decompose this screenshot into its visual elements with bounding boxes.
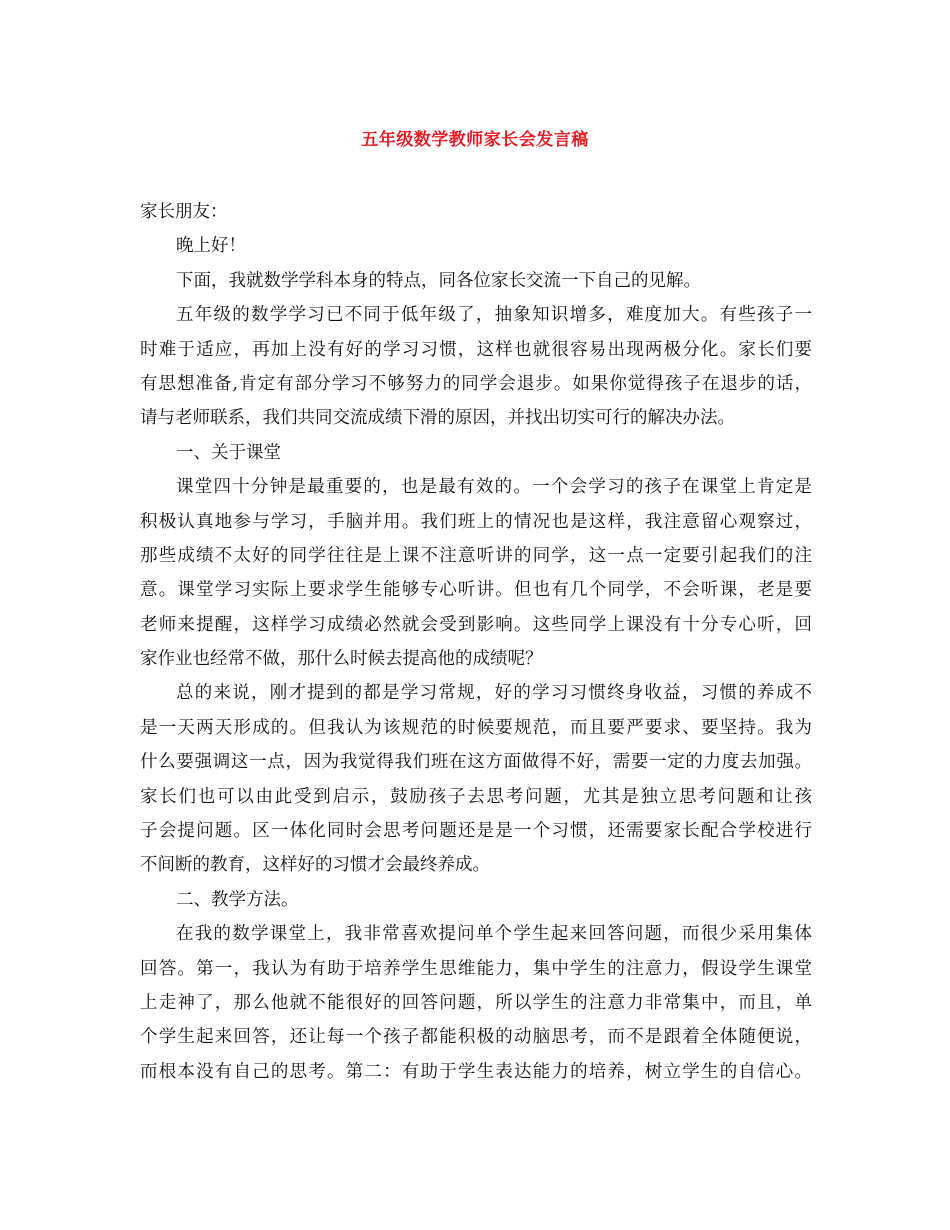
text-line: 课堂四十分钟是最重要的，也是最有效的。一个会学习的孩子在课堂上肯定是 <box>176 477 812 498</box>
text-line: 而根本没有自己的思考。第二：有助于学生表达能力的培养，树立学生的自信心。 <box>140 1061 812 1082</box>
text-line: 下面，我就数学学科本身的特点，同各位家长交流一下自己的见解。 <box>176 270 701 291</box>
text-line: 请与老师联系，我们共同交流成绩下滑的原因，并找出切实可行的解决办法。 <box>140 408 735 429</box>
document-title: 五年级数学教师家长会发言稿 <box>361 130 589 150</box>
text-line: 有思想准备,肯定有部分学习不够努力的同学会退步。如果你觉得孩子在退步的话， <box>140 373 812 394</box>
text-line: 积极认真地参与学习，手脑并用。我们班上的情况也是这样，我注意留心观察过， <box>140 511 812 532</box>
text-line: 不间断的教育，这样好的习惯才会最终养成。 <box>140 855 490 876</box>
text-line: 时难于适应，再加上没有好的学习习惯，这样也就很容易出现两极分化。家长们要 <box>140 339 812 360</box>
document-body <box>140 195 812 1089</box>
text-line: 家长们也可以由此受到启示，鼓励孩子去思考问题，尤其是独立思考问题和让孩 <box>140 786 812 807</box>
text-line: 总的来说，刚才提到的都是学习常规，好的学习习惯终身收益，习惯的养成不 <box>176 683 812 704</box>
text-line: 上走神了，那么他就不能很好的回答问题，所以学生的注意力非常集中，而且，单 <box>140 992 812 1013</box>
text-line: 晚上好！ <box>176 236 246 257</box>
text-line: 是一天两天形成的。但我认为该规范的时候要规范，而且要严要求、要坚持。我为 <box>140 717 812 738</box>
text-line: 个学生起来回答，还让每一个孩子都能积极的动脑思考，而不是跟着全体随便说， <box>140 1027 812 1048</box>
text-line: 回答。第一，我认为有助于培养学生思维能力，集中学生的注意力，假设学生课堂 <box>140 958 812 979</box>
text-line: 在我的数学课堂上，我非常喜欢提问单个学生起来回答问题，而很少采用集体 <box>176 924 812 945</box>
text-line: 家作业也经常不做，那什么时候去提高他的成绩呢？ <box>140 649 543 670</box>
text-line: 五年级的数学学习已不同于低年级了，抽象知识增多，难度加大。有些孩子一 <box>176 305 812 326</box>
text-line: 家长朋友： <box>140 202 228 222</box>
text-line: 一、关于课堂 <box>176 442 281 463</box>
text-line: 什么要强调这一点，因为我觉得我们班在这方面做得不好，需要一定的力度去加强。 <box>140 752 812 773</box>
text-line: 那些成绩不太好的同学往往是上课不注意听讲的同学，这一点一定要引起我们的注 <box>140 545 812 566</box>
text-line: 老师来提醒，这样学习成绩必然就会受到影响。这些同学上课没有十分专心听，回 <box>140 614 812 635</box>
text-line: 二、教学方法。 <box>176 889 299 910</box>
text-line: 子会提问题。区一体化同时会思考问题还是是一个习惯，还需要家长配合学校进行 <box>140 821 812 842</box>
text-line: 意。课堂学习实际上要求学生能够专心听讲。但也有几个同学，不会听课，老是要 <box>140 580 812 601</box>
